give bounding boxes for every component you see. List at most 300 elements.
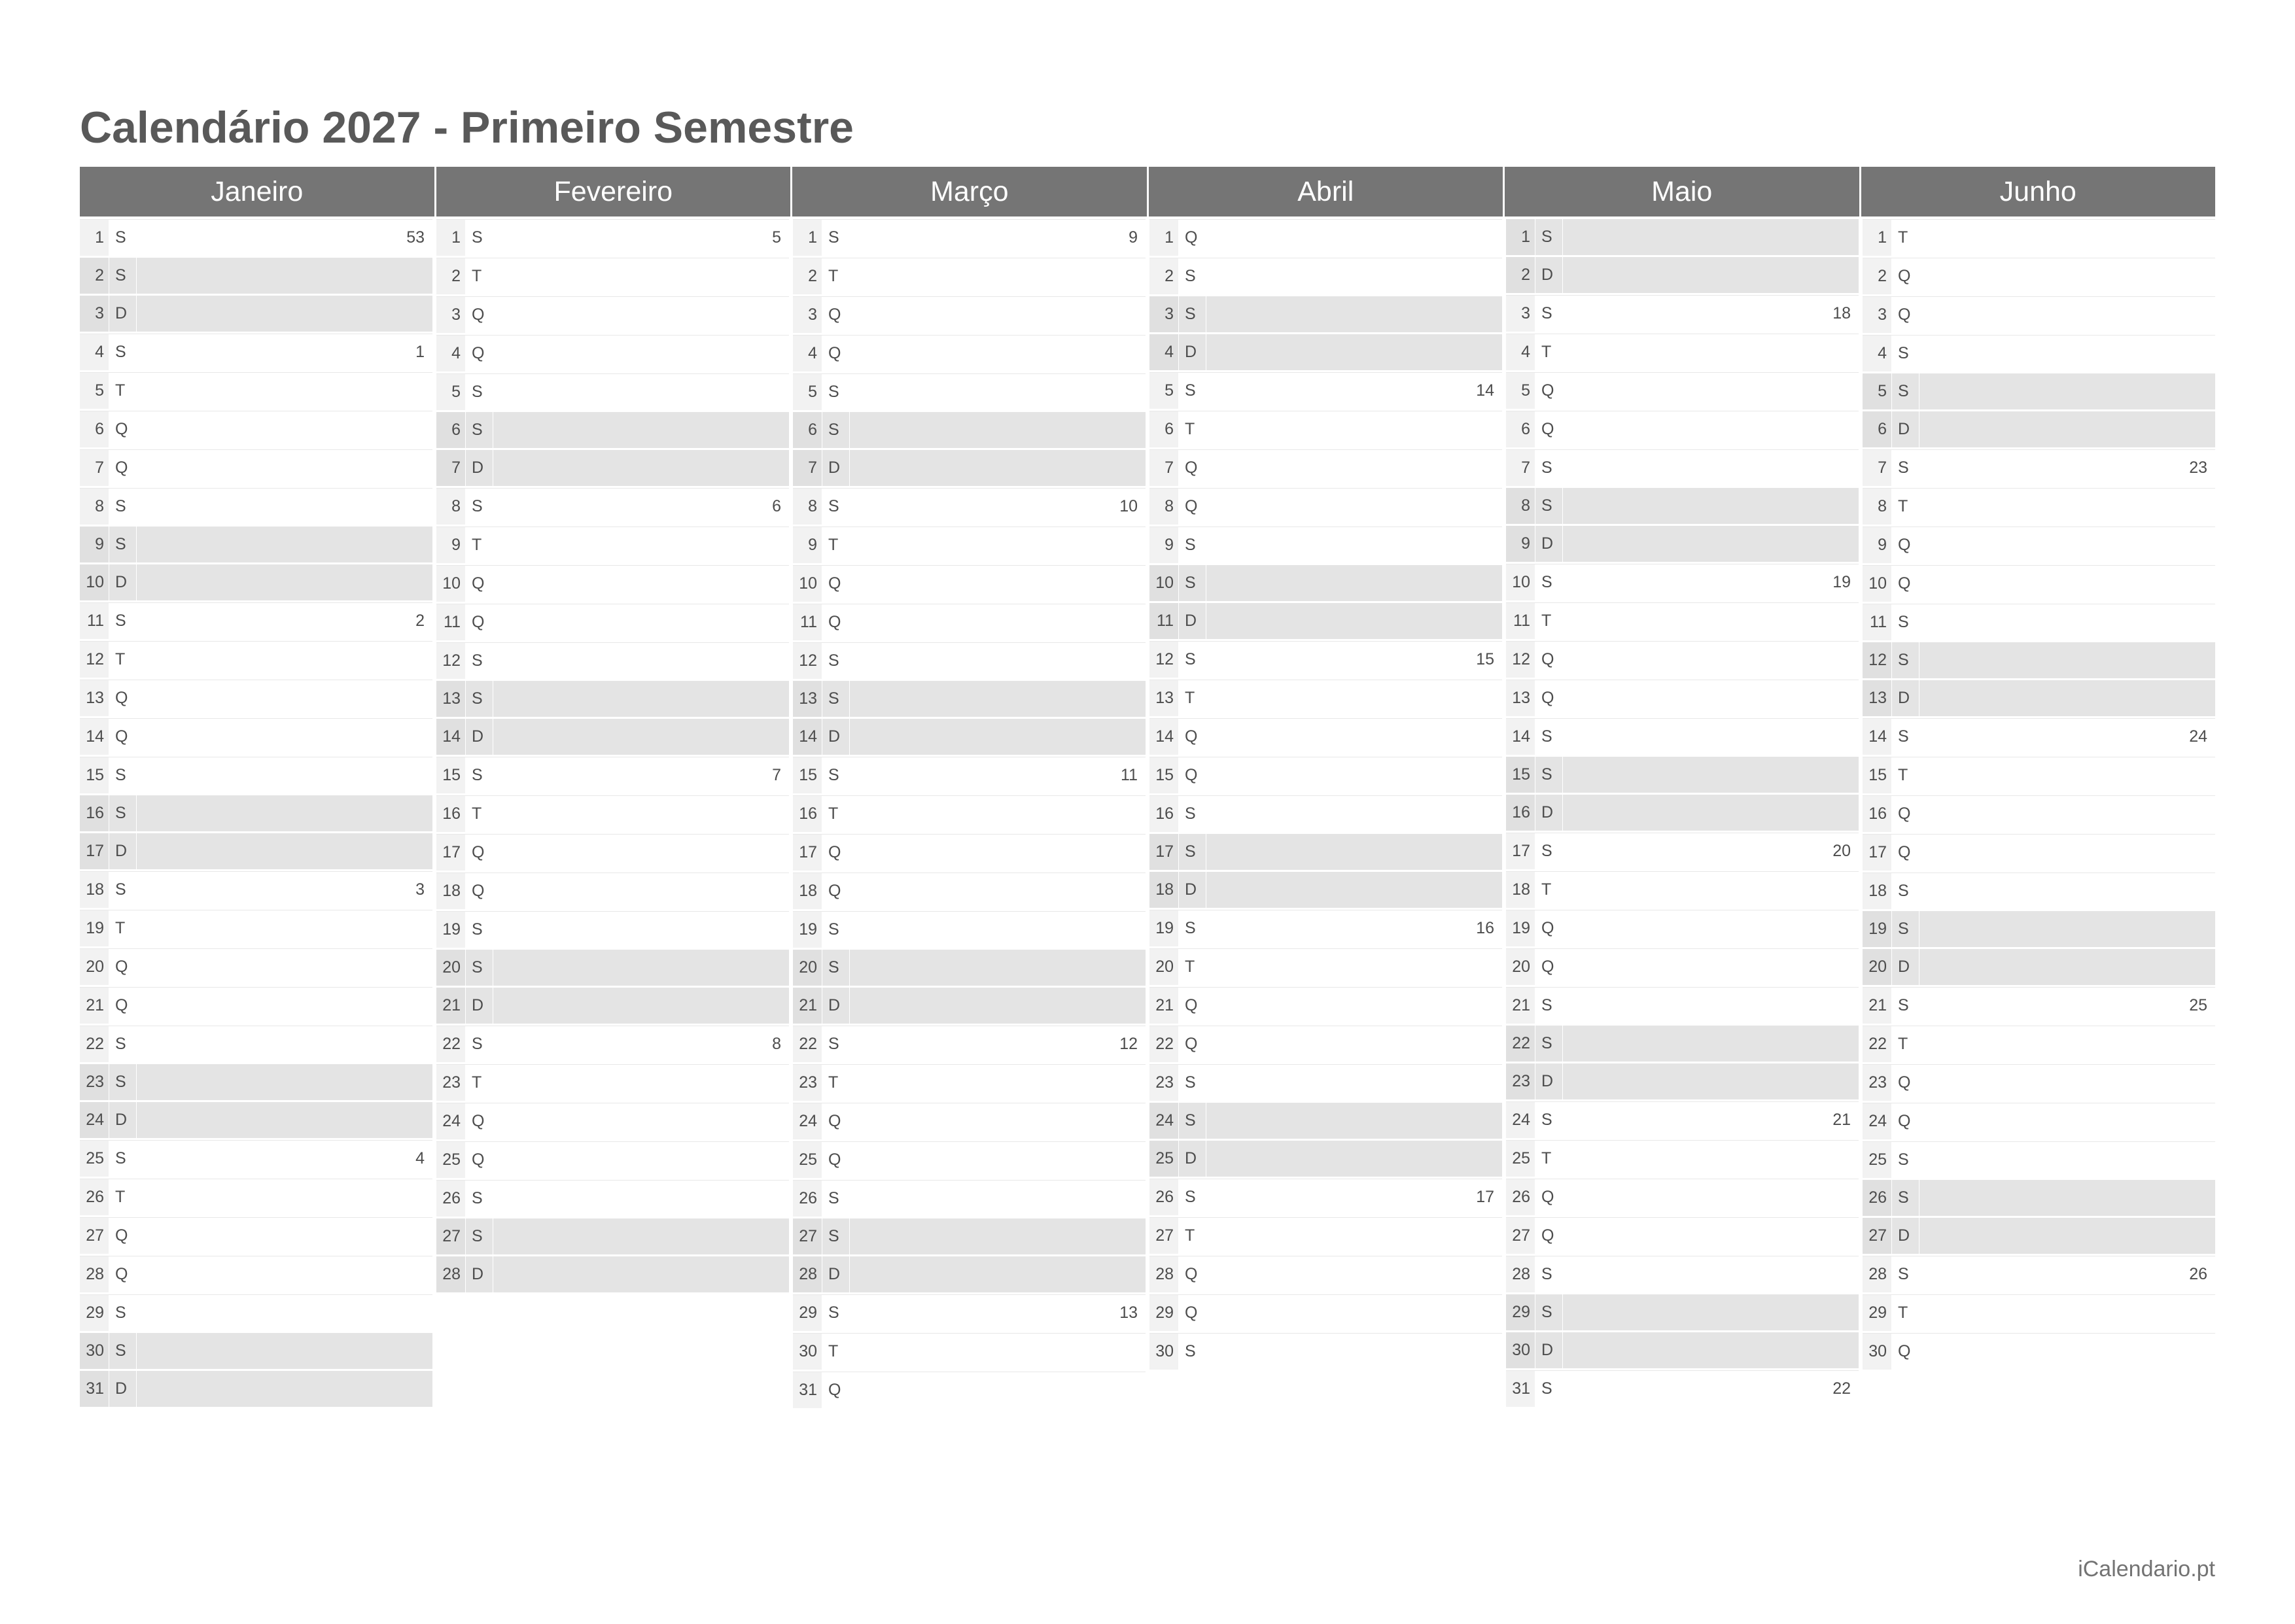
day-row[interactable] bbox=[1149, 1179, 1502, 1215]
week-number-note[interactable] bbox=[1562, 1294, 1859, 1330]
week-number-note[interactable]: 8 bbox=[493, 1026, 789, 1062]
week-number-note[interactable] bbox=[136, 296, 432, 332]
day-row[interactable] bbox=[1149, 296, 1502, 332]
week-number-note[interactable] bbox=[1919, 604, 2215, 640]
day-row[interactable] bbox=[1149, 1333, 1502, 1370]
week-number-note[interactable]: 21 bbox=[1562, 1102, 1859, 1138]
day-row[interactable] bbox=[1506, 1026, 1859, 1062]
week-number-note[interactable] bbox=[1562, 757, 1859, 793]
week-number-note[interactable] bbox=[136, 489, 432, 525]
day-row[interactable] bbox=[1863, 987, 2215, 1024]
week-number-note[interactable] bbox=[136, 680, 432, 716]
day-row[interactable] bbox=[1149, 1217, 1502, 1254]
day-row[interactable] bbox=[1149, 1294, 1502, 1331]
week-number-note[interactable] bbox=[1206, 258, 1502, 294]
day-row[interactable] bbox=[80, 527, 432, 562]
week-number-note[interactable] bbox=[493, 258, 789, 294]
week-number-note[interactable] bbox=[1919, 489, 2215, 525]
day-row[interactable] bbox=[1863, 680, 2215, 716]
week-number-note[interactable] bbox=[1562, 450, 1859, 486]
week-number-note[interactable] bbox=[493, 912, 789, 948]
day-row[interactable] bbox=[793, 988, 1146, 1024]
day-row[interactable] bbox=[1863, 1256, 2215, 1292]
day-row[interactable] bbox=[1863, 718, 2215, 755]
week-number-note[interactable]: 3 bbox=[136, 872, 432, 908]
day-row[interactable] bbox=[80, 718, 432, 755]
week-number-note[interactable] bbox=[136, 949, 432, 985]
day-row[interactable] bbox=[1863, 527, 2215, 563]
week-number-note[interactable] bbox=[849, 374, 1146, 410]
day-row[interactable] bbox=[793, 719, 1146, 755]
day-row[interactable] bbox=[80, 488, 432, 525]
day-row[interactable] bbox=[1506, 1332, 1859, 1368]
day-row[interactable] bbox=[793, 950, 1146, 986]
week-number-note[interactable]: 2 bbox=[136, 603, 432, 639]
week-number-note[interactable] bbox=[136, 1256, 432, 1292]
day-row[interactable] bbox=[1506, 372, 1859, 409]
week-number-note[interactable] bbox=[493, 1181, 789, 1217]
week-number-note[interactable] bbox=[1562, 795, 1859, 831]
week-number-note[interactable] bbox=[1206, 296, 1502, 332]
week-number-note[interactable] bbox=[1919, 1103, 2215, 1139]
week-number-note[interactable] bbox=[1206, 988, 1502, 1024]
week-number-note[interactable] bbox=[1562, 680, 1859, 716]
day-row[interactable] bbox=[436, 1256, 789, 1292]
day-row[interactable] bbox=[793, 527, 1146, 563]
week-number-note[interactable] bbox=[136, 1218, 432, 1254]
week-number-note[interactable] bbox=[136, 719, 432, 755]
week-number-note[interactable]: 20 bbox=[1562, 833, 1859, 869]
day-row[interactable] bbox=[1149, 1141, 1502, 1177]
week-number-note[interactable] bbox=[1562, 603, 1859, 639]
day-row[interactable] bbox=[436, 1103, 789, 1139]
week-number-note[interactable]: 1 bbox=[136, 334, 432, 370]
week-number-note[interactable] bbox=[849, 796, 1146, 832]
week-number-note[interactable] bbox=[1919, 258, 2215, 294]
week-number-note[interactable] bbox=[1206, 220, 1502, 256]
day-row[interactable] bbox=[1506, 987, 1859, 1024]
week-number-note[interactable] bbox=[136, 795, 432, 831]
day-row[interactable] bbox=[1863, 1026, 2215, 1062]
day-row[interactable] bbox=[436, 1064, 789, 1101]
day-row[interactable] bbox=[793, 565, 1146, 602]
week-number-note[interactable] bbox=[493, 950, 789, 986]
week-number-note[interactable] bbox=[136, 642, 432, 678]
day-row[interactable] bbox=[1506, 1140, 1859, 1177]
day-row[interactable] bbox=[1149, 757, 1502, 793]
week-number-note[interactable] bbox=[1206, 1141, 1502, 1177]
day-row[interactable] bbox=[793, 795, 1146, 832]
week-number-note[interactable] bbox=[1206, 1334, 1502, 1370]
week-number-note[interactable] bbox=[849, 258, 1146, 294]
week-number-note[interactable] bbox=[1562, 1332, 1859, 1368]
week-number-note[interactable] bbox=[1206, 872, 1502, 908]
day-row[interactable] bbox=[80, 602, 432, 639]
day-row[interactable] bbox=[1506, 1179, 1859, 1215]
day-row[interactable] bbox=[793, 1372, 1146, 1408]
day-row[interactable] bbox=[80, 833, 432, 869]
day-row[interactable] bbox=[1506, 488, 1859, 524]
day-row[interactable] bbox=[793, 1294, 1146, 1331]
day-row[interactable] bbox=[1149, 565, 1502, 601]
day-row[interactable] bbox=[1863, 949, 2215, 985]
day-row[interactable] bbox=[80, 411, 432, 447]
week-number-note[interactable]: 16 bbox=[1206, 910, 1502, 946]
day-row[interactable] bbox=[1149, 411, 1502, 447]
week-number-note[interactable] bbox=[1919, 220, 2215, 256]
day-row[interactable] bbox=[1863, 373, 2215, 409]
week-number-note[interactable] bbox=[1206, 1103, 1502, 1139]
week-number-note[interactable] bbox=[1919, 835, 2215, 871]
day-row[interactable] bbox=[1149, 680, 1502, 716]
week-number-note[interactable] bbox=[849, 988, 1146, 1024]
week-number-note[interactable] bbox=[1919, 1142, 2215, 1178]
week-number-note[interactable]: 9 bbox=[849, 220, 1146, 256]
day-row[interactable] bbox=[436, 681, 789, 717]
day-row[interactable] bbox=[1863, 335, 2215, 371]
day-row[interactable] bbox=[1506, 1256, 1859, 1292]
week-number-note[interactable]: 22 bbox=[1562, 1371, 1859, 1407]
week-number-note[interactable] bbox=[493, 1065, 789, 1101]
day-row[interactable] bbox=[1149, 872, 1502, 908]
day-row[interactable] bbox=[793, 219, 1146, 256]
day-row[interactable] bbox=[1506, 411, 1859, 447]
day-row[interactable] bbox=[1863, 872, 2215, 909]
day-row[interactable] bbox=[436, 565, 789, 602]
week-number-note[interactable] bbox=[1919, 1334, 2215, 1370]
day-row[interactable] bbox=[1149, 834, 1502, 870]
day-row[interactable] bbox=[1149, 718, 1502, 755]
week-number-note[interactable] bbox=[136, 564, 432, 600]
week-number-note[interactable]: 53 bbox=[136, 220, 432, 256]
day-row[interactable] bbox=[793, 258, 1146, 294]
day-row[interactable] bbox=[1506, 602, 1859, 639]
week-number-note[interactable]: 13 bbox=[849, 1295, 1146, 1331]
day-row[interactable] bbox=[1863, 1064, 2215, 1101]
day-row[interactable] bbox=[80, 296, 432, 332]
week-number-note[interactable] bbox=[136, 450, 432, 486]
day-row[interactable] bbox=[436, 1026, 789, 1062]
day-row[interactable] bbox=[1506, 910, 1859, 946]
week-number-note[interactable] bbox=[1562, 1141, 1859, 1177]
week-number-note[interactable] bbox=[1206, 834, 1502, 870]
week-number-note[interactable] bbox=[1562, 1256, 1859, 1292]
day-row[interactable] bbox=[793, 1256, 1146, 1292]
day-row[interactable] bbox=[1863, 219, 2215, 256]
week-number-note[interactable] bbox=[1919, 527, 2215, 563]
day-row[interactable] bbox=[793, 450, 1146, 486]
day-row[interactable] bbox=[80, 680, 432, 716]
day-row[interactable] bbox=[1149, 1064, 1502, 1101]
day-row[interactable] bbox=[793, 1218, 1146, 1254]
week-number-note[interactable] bbox=[849, 1218, 1146, 1254]
day-row[interactable] bbox=[793, 1026, 1146, 1062]
week-number-note[interactable] bbox=[849, 604, 1146, 640]
day-row[interactable] bbox=[80, 757, 432, 793]
day-row[interactable] bbox=[436, 335, 789, 371]
day-row[interactable] bbox=[793, 1333, 1146, 1370]
week-number-note[interactable] bbox=[493, 374, 789, 410]
day-row[interactable] bbox=[1506, 641, 1859, 678]
day-row[interactable] bbox=[1863, 1294, 2215, 1331]
week-number-note[interactable] bbox=[849, 1065, 1146, 1101]
day-row[interactable] bbox=[1506, 871, 1859, 908]
day-row[interactable] bbox=[1506, 1063, 1859, 1099]
week-number-note[interactable] bbox=[1919, 1026, 2215, 1062]
day-row[interactable] bbox=[80, 1256, 432, 1292]
day-row[interactable] bbox=[793, 872, 1146, 909]
day-row[interactable] bbox=[436, 488, 789, 525]
week-number-note[interactable] bbox=[1562, 988, 1859, 1024]
day-row[interactable] bbox=[80, 641, 432, 678]
week-number-note[interactable]: 5 bbox=[493, 220, 789, 256]
week-number-note[interactable] bbox=[1206, 489, 1502, 525]
day-row[interactable] bbox=[1506, 449, 1859, 486]
day-row[interactable] bbox=[793, 604, 1146, 640]
week-number-note[interactable] bbox=[1919, 566, 2215, 602]
week-number-note[interactable] bbox=[136, 1026, 432, 1062]
day-row[interactable] bbox=[436, 795, 789, 832]
week-number-note[interactable] bbox=[1562, 1063, 1859, 1099]
day-row[interactable] bbox=[436, 834, 789, 871]
day-row[interactable] bbox=[80, 1294, 432, 1331]
week-number-note[interactable] bbox=[849, 1181, 1146, 1217]
day-row[interactable] bbox=[80, 910, 432, 946]
day-row[interactable] bbox=[80, 258, 432, 294]
week-number-note[interactable]: 18 bbox=[1562, 296, 1859, 332]
week-number-note[interactable] bbox=[493, 1142, 789, 1178]
week-number-note[interactable] bbox=[493, 643, 789, 679]
week-number-note[interactable] bbox=[1562, 910, 1859, 946]
week-number-note[interactable] bbox=[1562, 872, 1859, 908]
day-row[interactable] bbox=[1506, 833, 1859, 869]
day-row[interactable] bbox=[1863, 1141, 2215, 1178]
week-number-note[interactable] bbox=[1562, 488, 1859, 524]
week-number-note[interactable] bbox=[136, 258, 432, 294]
day-row[interactable] bbox=[793, 911, 1146, 948]
day-row[interactable] bbox=[1506, 1101, 1859, 1138]
day-row[interactable] bbox=[80, 1102, 432, 1138]
week-number-note[interactable] bbox=[849, 950, 1146, 986]
day-row[interactable] bbox=[1149, 1026, 1502, 1062]
week-number-note[interactable] bbox=[1206, 334, 1502, 370]
week-number-note[interactable]: 11 bbox=[849, 757, 1146, 793]
day-row[interactable] bbox=[436, 258, 789, 294]
day-row[interactable] bbox=[1863, 296, 2215, 333]
day-row[interactable] bbox=[80, 948, 432, 985]
week-number-note[interactable] bbox=[1562, 373, 1859, 409]
week-number-note[interactable] bbox=[1206, 1218, 1502, 1254]
week-number-note[interactable] bbox=[493, 988, 789, 1024]
day-row[interactable] bbox=[80, 795, 432, 831]
week-number-note[interactable]: 19 bbox=[1562, 564, 1859, 600]
day-row[interactable] bbox=[436, 988, 789, 1024]
day-row[interactable] bbox=[1863, 834, 2215, 871]
week-number-note[interactable] bbox=[1562, 1218, 1859, 1254]
week-number-note[interactable] bbox=[1562, 1026, 1859, 1062]
week-number-note[interactable] bbox=[136, 1064, 432, 1100]
week-number-note[interactable] bbox=[1919, 336, 2215, 371]
week-number-note[interactable] bbox=[849, 566, 1146, 602]
week-number-note[interactable] bbox=[493, 1218, 789, 1254]
week-number-note[interactable] bbox=[849, 1142, 1146, 1178]
week-number-note[interactable] bbox=[849, 1372, 1146, 1408]
week-number-note[interactable] bbox=[849, 912, 1146, 948]
week-number-note[interactable] bbox=[1562, 642, 1859, 678]
week-number-note[interactable] bbox=[1206, 1295, 1502, 1331]
day-row[interactable] bbox=[793, 373, 1146, 410]
day-row[interactable] bbox=[80, 1140, 432, 1177]
day-row[interactable] bbox=[1863, 411, 2215, 447]
week-number-note[interactable] bbox=[493, 604, 789, 640]
week-number-note[interactable]: 14 bbox=[1206, 373, 1502, 409]
week-number-note[interactable] bbox=[1206, 757, 1502, 793]
week-number-note[interactable] bbox=[1562, 334, 1859, 370]
day-row[interactable] bbox=[793, 834, 1146, 871]
day-row[interactable] bbox=[436, 604, 789, 640]
day-row[interactable] bbox=[1863, 911, 2215, 947]
week-number-note[interactable] bbox=[136, 373, 432, 409]
week-number-note[interactable] bbox=[136, 1295, 432, 1331]
day-row[interactable] bbox=[436, 719, 789, 755]
week-number-note[interactable] bbox=[1562, 1179, 1859, 1215]
day-row[interactable] bbox=[793, 1180, 1146, 1217]
week-number-note[interactable] bbox=[849, 527, 1146, 563]
day-row[interactable] bbox=[1506, 295, 1859, 332]
week-number-note[interactable]: 17 bbox=[1206, 1179, 1502, 1215]
week-number-note[interactable] bbox=[849, 336, 1146, 371]
week-number-note[interactable]: 25 bbox=[1919, 988, 2215, 1024]
day-row[interactable] bbox=[1149, 910, 1502, 946]
week-number-note[interactable] bbox=[849, 412, 1146, 448]
day-row[interactable] bbox=[436, 757, 789, 793]
week-number-note[interactable] bbox=[1919, 1295, 2215, 1331]
week-number-note[interactable] bbox=[849, 835, 1146, 871]
day-row[interactable] bbox=[1506, 680, 1859, 716]
week-number-note[interactable]: 10 bbox=[849, 489, 1146, 525]
day-row[interactable] bbox=[80, 1371, 432, 1407]
week-number-note[interactable]: 26 bbox=[1919, 1256, 2215, 1292]
day-row[interactable] bbox=[436, 527, 789, 563]
week-number-note[interactable] bbox=[493, 297, 789, 333]
week-number-note[interactable] bbox=[1562, 219, 1859, 255]
day-row[interactable] bbox=[793, 296, 1146, 333]
week-number-note[interactable] bbox=[1919, 411, 2215, 447]
week-number-note[interactable] bbox=[1206, 719, 1502, 755]
day-row[interactable] bbox=[80, 1026, 432, 1062]
week-number-note[interactable] bbox=[1919, 796, 2215, 832]
day-row[interactable] bbox=[1863, 1218, 2215, 1254]
week-number-note[interactable] bbox=[136, 1333, 432, 1369]
day-row[interactable] bbox=[436, 219, 789, 256]
week-number-note[interactable] bbox=[1206, 527, 1502, 563]
day-row[interactable] bbox=[436, 450, 789, 486]
week-number-note[interactable] bbox=[1206, 411, 1502, 447]
day-row[interactable] bbox=[80, 987, 432, 1024]
day-row[interactable] bbox=[436, 373, 789, 410]
day-row[interactable] bbox=[1506, 1217, 1859, 1254]
day-row[interactable] bbox=[80, 1333, 432, 1369]
week-number-note[interactable] bbox=[136, 988, 432, 1024]
day-row[interactable] bbox=[1149, 987, 1502, 1024]
week-number-note[interactable]: 24 bbox=[1919, 719, 2215, 755]
week-number-note[interactable] bbox=[136, 527, 432, 562]
day-row[interactable] bbox=[1149, 527, 1502, 563]
week-number-note[interactable]: 12 bbox=[849, 1026, 1146, 1062]
day-row[interactable] bbox=[1506, 257, 1859, 293]
day-row[interactable] bbox=[80, 372, 432, 409]
day-row[interactable] bbox=[793, 1141, 1146, 1178]
day-row[interactable] bbox=[1149, 372, 1502, 409]
day-row[interactable] bbox=[436, 1141, 789, 1178]
day-row[interactable] bbox=[1149, 449, 1502, 486]
week-number-note[interactable] bbox=[1562, 719, 1859, 755]
day-row[interactable] bbox=[1506, 334, 1859, 370]
day-row[interactable] bbox=[1506, 948, 1859, 985]
week-number-note[interactable] bbox=[493, 412, 789, 448]
week-number-note[interactable] bbox=[1919, 297, 2215, 333]
week-number-note[interactable] bbox=[1206, 949, 1502, 985]
week-number-note[interactable] bbox=[1562, 257, 1859, 293]
week-number-note[interactable] bbox=[1919, 1218, 2215, 1254]
week-number-note[interactable] bbox=[849, 873, 1146, 909]
day-row[interactable] bbox=[80, 871, 432, 908]
day-row[interactable] bbox=[1149, 1256, 1502, 1292]
day-row[interactable] bbox=[436, 296, 789, 333]
day-row[interactable] bbox=[1149, 258, 1502, 294]
day-row[interactable] bbox=[80, 564, 432, 600]
week-number-note[interactable]: 23 bbox=[1919, 450, 2215, 486]
day-row[interactable] bbox=[436, 412, 789, 448]
week-number-note[interactable] bbox=[1562, 526, 1859, 562]
day-row[interactable] bbox=[1506, 1370, 1859, 1407]
day-row[interactable] bbox=[80, 1179, 432, 1215]
week-number-note[interactable] bbox=[1919, 642, 2215, 678]
day-row[interactable] bbox=[1506, 219, 1859, 255]
day-row[interactable] bbox=[1863, 1103, 2215, 1139]
week-number-note[interactable] bbox=[493, 835, 789, 871]
week-number-note[interactable] bbox=[493, 450, 789, 486]
week-number-note[interactable] bbox=[136, 1102, 432, 1138]
week-number-note[interactable] bbox=[136, 1371, 432, 1407]
week-number-note[interactable] bbox=[1919, 1065, 2215, 1101]
week-number-note[interactable] bbox=[1919, 949, 2215, 985]
day-row[interactable] bbox=[1149, 1103, 1502, 1139]
day-row[interactable] bbox=[793, 1103, 1146, 1139]
week-number-note[interactable] bbox=[1919, 873, 2215, 909]
day-row[interactable] bbox=[1149, 334, 1502, 370]
day-row[interactable] bbox=[436, 642, 789, 679]
week-number-note[interactable] bbox=[1919, 911, 2215, 947]
week-number-note[interactable] bbox=[849, 297, 1146, 333]
week-number-note[interactable] bbox=[1206, 1026, 1502, 1062]
week-number-note[interactable]: 7 bbox=[493, 757, 789, 793]
day-row[interactable] bbox=[1863, 488, 2215, 525]
day-row[interactable] bbox=[1863, 449, 2215, 486]
day-row[interactable] bbox=[1506, 718, 1859, 755]
week-number-note[interactable] bbox=[1206, 450, 1502, 486]
week-number-note[interactable] bbox=[1919, 373, 2215, 409]
day-row[interactable] bbox=[80, 449, 432, 486]
week-number-note[interactable] bbox=[493, 566, 789, 602]
day-row[interactable] bbox=[80, 334, 432, 370]
day-row[interactable] bbox=[1506, 564, 1859, 600]
week-number-note[interactable] bbox=[136, 910, 432, 946]
day-row[interactable] bbox=[1863, 1333, 2215, 1370]
day-row[interactable] bbox=[436, 1180, 789, 1217]
day-row[interactable] bbox=[1863, 1180, 2215, 1216]
day-row[interactable] bbox=[1863, 795, 2215, 832]
